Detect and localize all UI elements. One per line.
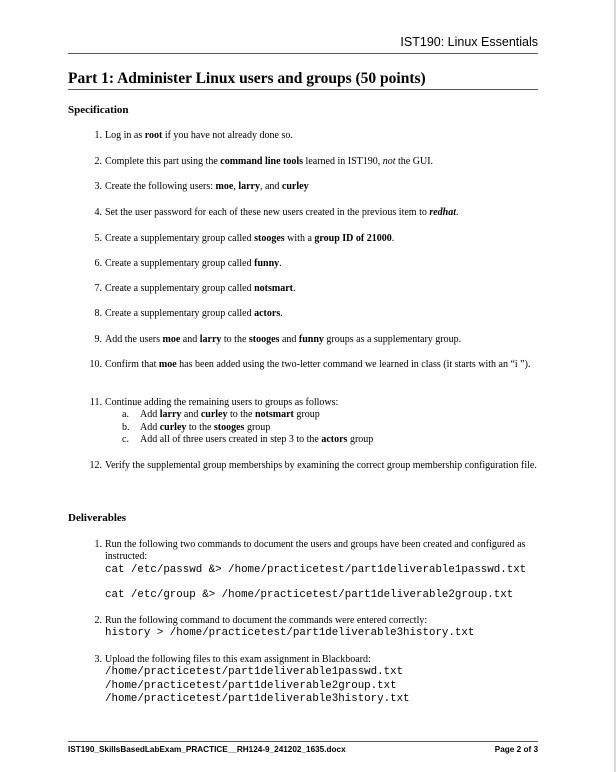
- deliverable-2-text: Run the following command to document the commands were entered correctly:: [105, 615, 428, 626]
- sublist-item-c: c. Add all of three users created in step 3 to the actors group: [122, 434, 374, 446]
- document-page: IST190: Linux Essentials Part 1: Administer Linux users and groups (50 points) Specification 1. Log in as root if you have not already done so. 2. Complete this part using the command line tools learned in IST190, not the GUI. 3. Create the following users: moe, larry, and curley 4. Set the user password for each of these new users created in the previous item to redhat. 5. Create a supplementary group called stooges with a group ID of 21000. 6. Create a supplementary group called funny. 7. Create a supplementary group called notsmart. 8. Create a supplementary group called actors. 9. Add the users moe and larry to the stooges and funny groups as a supplementary group. 10. Confirm that moe has been added using the two-letter command we learned in class (it starts with an “i ”). 11. Continue adding the remaining users to groups as follows: a. Add larry and curley to the notsmart group b. Add curley to the stooges group c. Add all of three users created in step 3 to the actors group 12. Verify the supplemental group memberships by examining the correct group membership configuration file. Deliverables 1. Run the following two commands to document the users and groups have been created and configured as instructed: cat /etc/passwd &> /home/practicetest/part1deliverable1passwd.txt cat /etc/group &> /home/practicetest/part1deliverable2group.txt 2. Run the following command to document the commands were entered correctly: history > /home/practicetest/part1deliverable3history.txt 3. Upload the following files to this exam assignment in Blackboard: /home/practicetest/part1deliverable1passwd.txt /home/practicetest/part1deliverable2group.txt /home/practicetest/part1deliverable3history.txt IST190_SkillsBasedLabExam_PRACTICE__RH124-9_241202_1635.docx Page 2 of 3: [0, 0, 616, 772]
- header-course: IST190: Linux Essentials: [400, 35, 538, 49]
- deliverable-3-text: Upload the following files to this exam assignment in Blackboard:: [105, 654, 371, 665]
- deliverable-3-file-2: /home/practicetest/part1deliverable2group.txt: [105, 679, 397, 692]
- deliverable-1-text: Run the following two commands to document the users and groups have been created and configured as instructed:: [105, 539, 526, 563]
- title-rule: [68, 89, 538, 90]
- header-rule: [68, 53, 538, 54]
- deliverables-heading: Deliverables: [68, 512, 127, 524]
- footer-rule: [68, 741, 538, 742]
- deliverable-2-cmd-history: history > /home/practicetest/part1deliverable3history.txt: [105, 627, 475, 640]
- part-title: Part 1: Administer Linux users and groups (50 points): [68, 70, 426, 87]
- deliverable-1-cmd-passwd: cat /etc/passwd &> /home/practicetest/part1deliverable1passwd.txt: [105, 563, 527, 576]
- specification-heading: Specification: [68, 104, 129, 116]
- footer-filename: IST190_SkillsBasedLabExam_PRACTICE__RH124-9_241202_1635.docx: [68, 745, 346, 754]
- deliverable-3-file-1: /home/practicetest/part1deliverable1passwd.txt: [105, 666, 404, 679]
- sublist-item-a: a. Add larry and curley to the notsmart group: [122, 409, 320, 420]
- spec-item-11-sublist: [122, 409, 522, 447]
- deliverable-3-file-3: /home/practicetest/part1deliverable3history.txt: [105, 692, 410, 705]
- sublist-item-b: b. Add curley to the stooges group: [122, 421, 271, 433]
- deliverable-1-cmd-group: cat /etc/group &> /home/practicetest/part1deliverable2group.txt: [105, 589, 514, 602]
- footer-page-number: Page 2 of 3: [494, 745, 538, 754]
